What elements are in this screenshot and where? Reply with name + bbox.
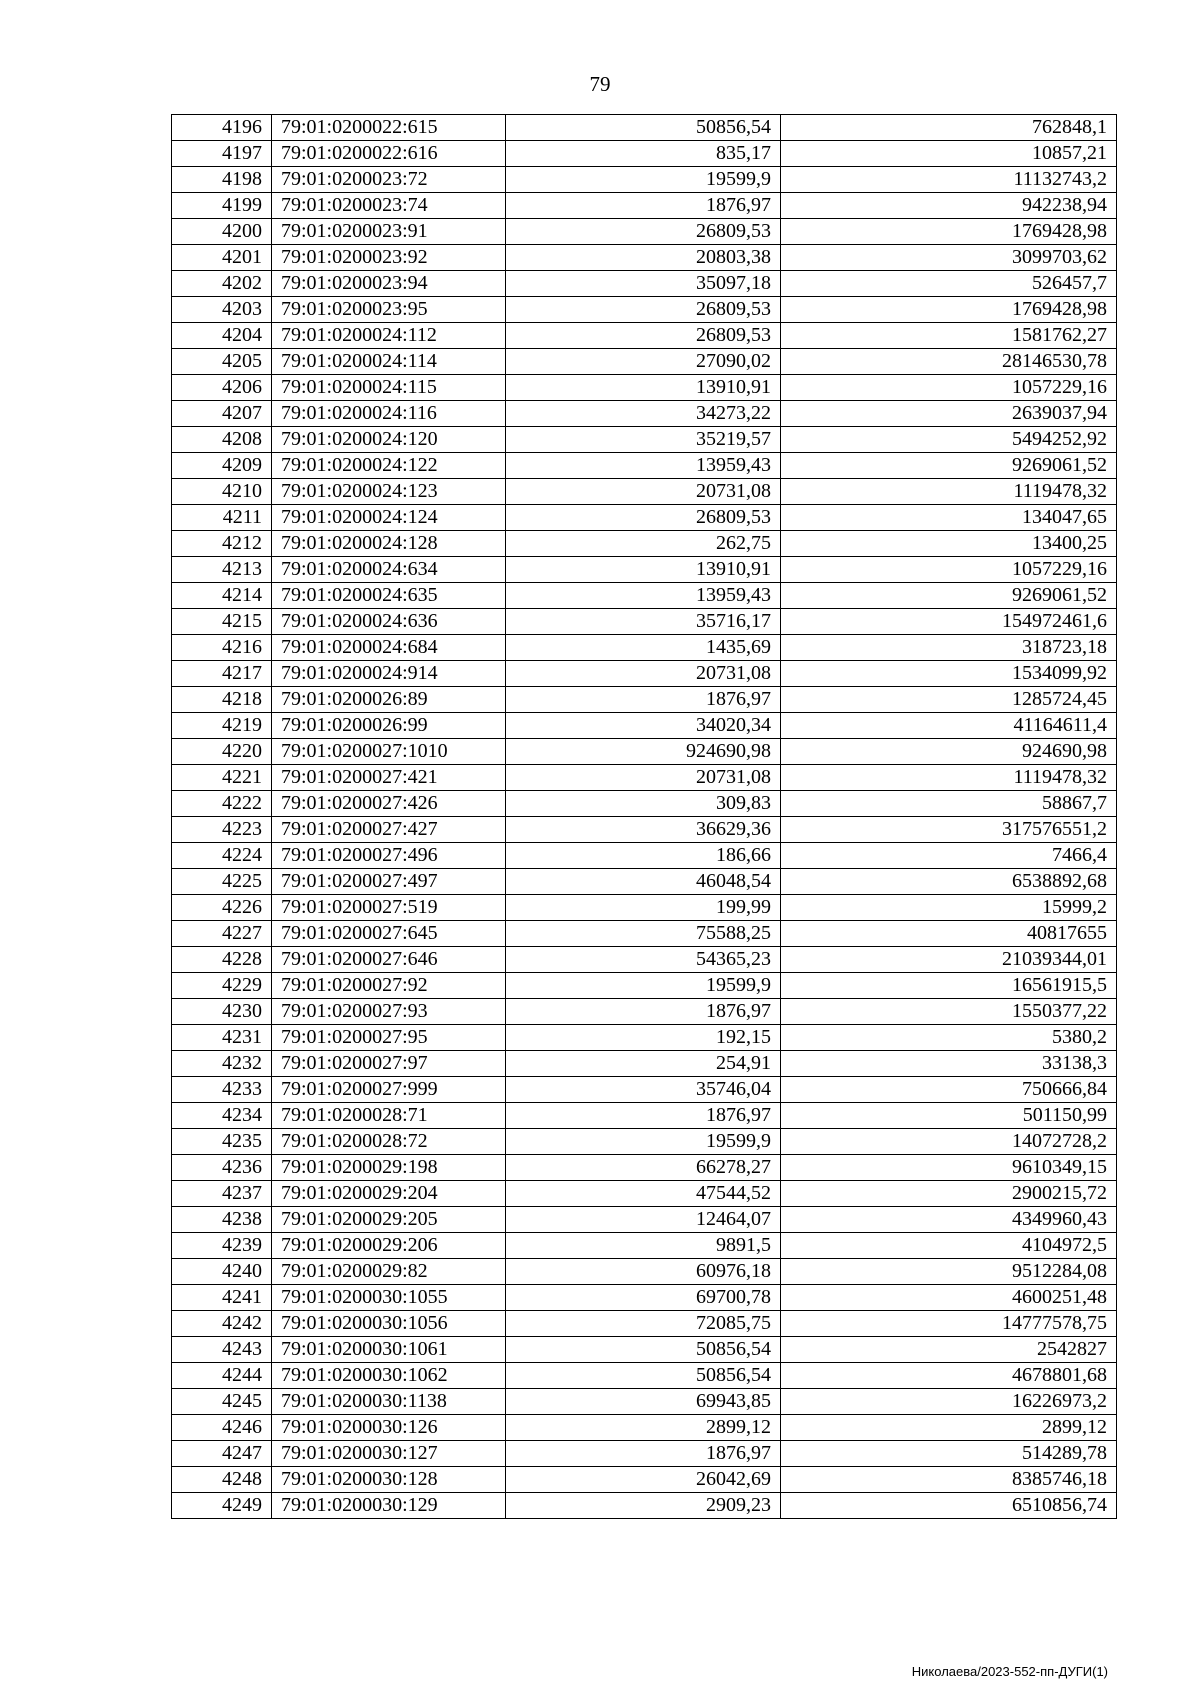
cadastral-cost-cell: 4600251,48 — [781, 1285, 1117, 1311]
cadastral-cost-cell: 1769428,98 — [781, 219, 1117, 245]
table-row — [172, 713, 1117, 739]
cadastral-cost-cell: 2639037,94 — [781, 401, 1117, 427]
row-number-cell: 4249 — [172, 1493, 272, 1519]
row-number-cell: 4200 — [172, 219, 272, 245]
cadastral-cost-cell: 9512284,08 — [781, 1259, 1117, 1285]
cadastral-cost-cell: 4104972,5 — [781, 1233, 1117, 1259]
cadastral-number-cell: 79:01:0200023:74 — [272, 193, 506, 219]
row-number-cell: 4198 — [172, 167, 272, 193]
row-number-cell: 4240 — [172, 1259, 272, 1285]
area-value-cell: 262,75 — [506, 531, 781, 557]
area-value-cell: 36629,36 — [506, 817, 781, 843]
cadastral-cost-cell: 16226973,2 — [781, 1389, 1117, 1415]
table-row — [172, 843, 1117, 869]
row-number-cell: 4236 — [172, 1155, 272, 1181]
cadastral-number-cell: 79:01:0200024:122 — [272, 453, 506, 479]
cadastral-number-cell: 79:01:0200022:615 — [272, 115, 506, 141]
row-number-cell: 4237 — [172, 1181, 272, 1207]
cadastral-cost-cell: 40817655 — [781, 921, 1117, 947]
area-value-cell: 26809,53 — [506, 505, 781, 531]
table-row — [172, 245, 1117, 271]
cadastral-number-cell: 79:01:0200028:71 — [272, 1103, 506, 1129]
cadastral-cost-cell: 9610349,15 — [781, 1155, 1117, 1181]
area-value-cell: 54365,23 — [506, 947, 781, 973]
cadastral-number-cell: 79:01:0200022:616 — [272, 141, 506, 167]
table-row — [172, 167, 1117, 193]
cadastral-cost-cell: 1550377,22 — [781, 999, 1117, 1025]
table-row — [172, 739, 1117, 765]
table-row — [172, 1285, 1117, 1311]
row-number-cell: 4209 — [172, 453, 272, 479]
table-row — [172, 1337, 1117, 1363]
table-row — [172, 531, 1117, 557]
table-row — [172, 505, 1117, 531]
row-number-cell: 4216 — [172, 635, 272, 661]
table-row — [172, 1259, 1117, 1285]
page-number: 79 — [589, 72, 611, 96]
row-number-cell: 4206 — [172, 375, 272, 401]
cadastral-cost-cell: 1285724,45 — [781, 687, 1117, 713]
cadastral-number-cell: 79:01:0200030:1138 — [272, 1389, 506, 1415]
cadastral-cost-cell: 8385746,18 — [781, 1467, 1117, 1493]
cadastral-number-cell: 79:01:0200024:120 — [272, 427, 506, 453]
document-footer-code: Николаева/2023-552-пп-ДУГИ(1) — [911, 1664, 1108, 1679]
table-row — [172, 349, 1117, 375]
table-row — [172, 687, 1117, 713]
cadastral-cost-cell: 1119478,32 — [781, 479, 1117, 505]
area-value-cell: 186,66 — [506, 843, 781, 869]
area-value-cell: 46048,54 — [506, 869, 781, 895]
cadastral-number-cell: 79:01:0200024:123 — [272, 479, 506, 505]
table-row — [172, 1155, 1117, 1181]
cadastral-cost-cell: 924690,98 — [781, 739, 1117, 765]
cadastral-number-cell: 79:01:0200027:999 — [272, 1077, 506, 1103]
row-number-cell: 4202 — [172, 271, 272, 297]
cadastral-number-cell: 79:01:0200024:635 — [272, 583, 506, 609]
table-row — [172, 947, 1117, 973]
cadastral-cost-cell: 1057229,16 — [781, 557, 1117, 583]
cadastral-cost-cell: 514289,78 — [781, 1441, 1117, 1467]
cadastral-number-cell: 79:01:0200027:646 — [272, 947, 506, 973]
cadastral-cost-cell: 10857,21 — [781, 141, 1117, 167]
area-value-cell: 2909,23 — [506, 1493, 781, 1519]
row-number-cell: 4217 — [172, 661, 272, 687]
cadastral-cost-cell: 14072728,2 — [781, 1129, 1117, 1155]
table-row — [172, 375, 1117, 401]
row-number-cell: 4221 — [172, 765, 272, 791]
area-value-cell: 835,17 — [506, 141, 781, 167]
table-row — [172, 1077, 1117, 1103]
table-row — [172, 1181, 1117, 1207]
row-number-cell: 4243 — [172, 1337, 272, 1363]
area-value-cell: 1876,97 — [506, 687, 781, 713]
table-row — [172, 973, 1117, 999]
table-row — [172, 1103, 1117, 1129]
cadastral-cost-cell: 134047,65 — [781, 505, 1117, 531]
area-value-cell: 9891,5 — [506, 1233, 781, 1259]
cadastral-cost-cell: 9269061,52 — [781, 583, 1117, 609]
table-row — [172, 583, 1117, 609]
cadastral-number-cell: 79:01:0200024:128 — [272, 531, 506, 557]
cadastral-number-cell: 79:01:0200030:1062 — [272, 1363, 506, 1389]
table-row — [172, 297, 1117, 323]
table-body — [172, 115, 1117, 1519]
table-row — [172, 1493, 1117, 1519]
cadastral-number-cell: 79:01:0200024:112 — [272, 323, 506, 349]
row-number-cell: 4242 — [172, 1311, 272, 1337]
cadastral-number-cell: 79:01:0200029:206 — [272, 1233, 506, 1259]
row-number-cell: 4204 — [172, 323, 272, 349]
table-row — [172, 479, 1117, 505]
row-number-cell: 4246 — [172, 1415, 272, 1441]
cadastral-number-cell: 79:01:0200027:645 — [272, 921, 506, 947]
row-number-cell: 4226 — [172, 895, 272, 921]
row-number-cell: 4212 — [172, 531, 272, 557]
area-value-cell: 20731,08 — [506, 765, 781, 791]
cadastral-cost-cell: 1581762,27 — [781, 323, 1117, 349]
row-number-cell: 4213 — [172, 557, 272, 583]
cadastral-cost-cell: 2900215,72 — [781, 1181, 1117, 1207]
area-value-cell: 1876,97 — [506, 1103, 781, 1129]
cadastral-cost-cell: 750666,84 — [781, 1077, 1117, 1103]
cadastral-number-cell: 79:01:0200027:93 — [272, 999, 506, 1025]
cadastral-number-cell: 79:01:0200027:421 — [272, 765, 506, 791]
cadastral-number-cell: 79:01:0200029:82 — [272, 1259, 506, 1285]
area-value-cell: 1876,97 — [506, 999, 781, 1025]
area-value-cell: 19599,9 — [506, 167, 781, 193]
table-row — [172, 921, 1117, 947]
area-value-cell: 34273,22 — [506, 401, 781, 427]
area-value-cell: 13910,91 — [506, 557, 781, 583]
cadastral-value-table — [171, 114, 1117, 1519]
area-value-cell: 192,15 — [506, 1025, 781, 1051]
area-value-cell: 924690,98 — [506, 739, 781, 765]
area-value-cell: 72085,75 — [506, 1311, 781, 1337]
row-number-cell: 4208 — [172, 427, 272, 453]
area-value-cell: 254,91 — [506, 1051, 781, 1077]
cadastral-cost-cell: 14777578,75 — [781, 1311, 1117, 1337]
area-value-cell: 309,83 — [506, 791, 781, 817]
table-row — [172, 1051, 1117, 1077]
cadastral-number-cell: 79:01:0200024:115 — [272, 375, 506, 401]
table-row — [172, 1207, 1117, 1233]
table-row — [172, 1467, 1117, 1493]
area-value-cell: 13910,91 — [506, 375, 781, 401]
cadastral-cost-cell: 4349960,43 — [781, 1207, 1117, 1233]
area-value-cell: 50856,54 — [506, 1363, 781, 1389]
row-number-cell: 4230 — [172, 999, 272, 1025]
table-row — [172, 1233, 1117, 1259]
area-value-cell: 13959,43 — [506, 583, 781, 609]
area-value-cell: 34020,34 — [506, 713, 781, 739]
cadastral-number-cell: 79:01:0200027:92 — [272, 973, 506, 999]
area-value-cell: 35219,57 — [506, 427, 781, 453]
row-number-cell: 4239 — [172, 1233, 272, 1259]
row-number-cell: 4227 — [172, 921, 272, 947]
table-row — [172, 1311, 1117, 1337]
area-value-cell: 69943,85 — [506, 1389, 781, 1415]
area-value-cell: 13959,43 — [506, 453, 781, 479]
table-row — [172, 661, 1117, 687]
table-row — [172, 765, 1117, 791]
row-number-cell: 4225 — [172, 869, 272, 895]
row-number-cell: 4215 — [172, 609, 272, 635]
cadastral-number-cell: 79:01:0200024:636 — [272, 609, 506, 635]
cadastral-number-cell: 79:01:0200023:72 — [272, 167, 506, 193]
cadastral-number-cell: 79:01:0200030:1061 — [272, 1337, 506, 1363]
table-row — [172, 323, 1117, 349]
row-number-cell: 4245 — [172, 1389, 272, 1415]
area-value-cell: 1435,69 — [506, 635, 781, 661]
cadastral-number-cell: 79:01:0200030:128 — [272, 1467, 506, 1493]
row-number-cell: 4228 — [172, 947, 272, 973]
cadastral-cost-cell: 33138,3 — [781, 1051, 1117, 1077]
cadastral-cost-cell: 9269061,52 — [781, 453, 1117, 479]
cadastral-cost-cell: 1534099,92 — [781, 661, 1117, 687]
table-row — [172, 141, 1117, 167]
cadastral-cost-cell: 6510856,74 — [781, 1493, 1117, 1519]
cadastral-cost-cell: 6538892,68 — [781, 869, 1117, 895]
row-number-cell: 4218 — [172, 687, 272, 713]
area-value-cell: 26809,53 — [506, 323, 781, 349]
table-row — [172, 999, 1117, 1025]
area-value-cell: 20731,08 — [506, 479, 781, 505]
table-row — [172, 427, 1117, 453]
cadastral-cost-cell: 2542827 — [781, 1337, 1117, 1363]
cadastral-cost-cell: 4678801,68 — [781, 1363, 1117, 1389]
cadastral-number-cell: 79:01:0200023:94 — [272, 271, 506, 297]
cadastral-number-cell: 79:01:0200027:427 — [272, 817, 506, 843]
cadastral-number-cell: 79:01:0200030:1055 — [272, 1285, 506, 1311]
row-number-cell: 4197 — [172, 141, 272, 167]
table-row — [172, 635, 1117, 661]
cadastral-number-cell: 79:01:0200029:204 — [272, 1181, 506, 1207]
area-value-cell: 47544,52 — [506, 1181, 781, 1207]
area-value-cell: 69700,78 — [506, 1285, 781, 1311]
cadastral-number-cell: 79:01:0200023:95 — [272, 297, 506, 323]
table-row — [172, 401, 1117, 427]
row-number-cell: 4203 — [172, 297, 272, 323]
cadastral-cost-cell: 16561915,5 — [781, 973, 1117, 999]
cadastral-number-cell: 79:01:0200027:496 — [272, 843, 506, 869]
row-number-cell: 4223 — [172, 817, 272, 843]
cadastral-cost-cell: 318723,18 — [781, 635, 1117, 661]
cadastral-number-cell: 79:01:0200027:97 — [272, 1051, 506, 1077]
cadastral-number-cell: 79:01:0200030:126 — [272, 1415, 506, 1441]
row-number-cell: 4196 — [172, 115, 272, 141]
area-value-cell: 20731,08 — [506, 661, 781, 687]
area-value-cell: 50856,54 — [506, 115, 781, 141]
cadastral-cost-cell: 5380,2 — [781, 1025, 1117, 1051]
table-row — [172, 817, 1117, 843]
cadastral-number-cell: 79:01:0200029:205 — [272, 1207, 506, 1233]
row-number-cell: 4224 — [172, 843, 272, 869]
cadastral-number-cell: 79:01:0200027:497 — [272, 869, 506, 895]
cadastral-number-cell: 79:01:0200023:92 — [272, 245, 506, 271]
cadastral-cost-cell: 526457,7 — [781, 271, 1117, 297]
cadastral-cost-cell: 58867,7 — [781, 791, 1117, 817]
table-row — [172, 1441, 1117, 1467]
row-number-cell: 4238 — [172, 1207, 272, 1233]
area-value-cell: 2899,12 — [506, 1415, 781, 1441]
area-value-cell: 1876,97 — [506, 193, 781, 219]
area-value-cell: 12464,07 — [506, 1207, 781, 1233]
row-number-cell: 4205 — [172, 349, 272, 375]
cadastral-number-cell: 79:01:0200030:129 — [272, 1493, 506, 1519]
row-number-cell: 4233 — [172, 1077, 272, 1103]
cadastral-number-cell: 79:01:0200027:426 — [272, 791, 506, 817]
table-row — [172, 115, 1117, 141]
area-value-cell: 50856,54 — [506, 1337, 781, 1363]
table-row — [172, 271, 1117, 297]
area-value-cell: 27090,02 — [506, 349, 781, 375]
cadastral-number-cell: 79:01:0200029:198 — [272, 1155, 506, 1181]
area-value-cell: 75588,25 — [506, 921, 781, 947]
table-row — [172, 557, 1117, 583]
cadastral-number-cell: 79:01:0200027:95 — [272, 1025, 506, 1051]
area-value-cell: 199,99 — [506, 895, 781, 921]
cadastral-number-cell: 79:01:0200024:634 — [272, 557, 506, 583]
row-number-cell: 4199 — [172, 193, 272, 219]
row-number-cell: 4235 — [172, 1129, 272, 1155]
row-number-cell: 4234 — [172, 1103, 272, 1129]
cadastral-number-cell: 79:01:0200027:519 — [272, 895, 506, 921]
row-number-cell: 4220 — [172, 739, 272, 765]
cadastral-cost-cell: 942238,94 — [781, 193, 1117, 219]
row-number-cell: 4219 — [172, 713, 272, 739]
table-row — [172, 609, 1117, 635]
cadastral-cost-cell: 1057229,16 — [781, 375, 1117, 401]
area-value-cell: 35097,18 — [506, 271, 781, 297]
row-number-cell: 4247 — [172, 1441, 272, 1467]
cadastral-cost-cell: 5494252,92 — [781, 427, 1117, 453]
cadastral-cost-cell: 11132743,2 — [781, 167, 1117, 193]
cadastral-number-cell: 79:01:0200024:684 — [272, 635, 506, 661]
cadastral-cost-cell: 1119478,32 — [781, 765, 1117, 791]
table-row — [172, 1025, 1117, 1051]
cadastral-number-cell: 79:01:0200024:124 — [272, 505, 506, 531]
row-number-cell: 4201 — [172, 245, 272, 271]
cadastral-cost-cell: 15999,2 — [781, 895, 1117, 921]
cadastral-cost-cell: 3099703,62 — [781, 245, 1117, 271]
row-number-cell: 4214 — [172, 583, 272, 609]
table-row — [172, 791, 1117, 817]
cadastral-cost-cell: 1769428,98 — [781, 297, 1117, 323]
cadastral-cost-cell: 28146530,78 — [781, 349, 1117, 375]
area-value-cell: 19599,9 — [506, 1129, 781, 1155]
area-value-cell: 35746,04 — [506, 1077, 781, 1103]
table-row — [172, 453, 1117, 479]
area-value-cell: 19599,9 — [506, 973, 781, 999]
row-number-cell: 4222 — [172, 791, 272, 817]
table-row — [172, 1363, 1117, 1389]
cadastral-number-cell: 79:01:0200026:99 — [272, 713, 506, 739]
cadastral-number-cell: 79:01:0200024:116 — [272, 401, 506, 427]
table-row — [172, 1389, 1117, 1415]
cadastral-number-cell: 79:01:0200023:91 — [272, 219, 506, 245]
row-number-cell: 4210 — [172, 479, 272, 505]
cadastral-number-cell: 79:01:0200026:89 — [272, 687, 506, 713]
table-row — [172, 869, 1117, 895]
cadastral-number-cell: 79:01:0200028:72 — [272, 1129, 506, 1155]
row-number-cell: 4231 — [172, 1025, 272, 1051]
area-value-cell: 26809,53 — [506, 219, 781, 245]
area-value-cell: 20803,38 — [506, 245, 781, 271]
cadastral-number-cell: 79:01:0200030:127 — [272, 1441, 506, 1467]
area-value-cell: 35716,17 — [506, 609, 781, 635]
row-number-cell: 4241 — [172, 1285, 272, 1311]
cadastral-cost-cell: 501150,99 — [781, 1103, 1117, 1129]
cadastral-number-cell: 79:01:0200027:1010 — [272, 739, 506, 765]
area-value-cell: 26809,53 — [506, 297, 781, 323]
cadastral-cost-cell: 21039344,01 — [781, 947, 1117, 973]
cadastral-cost-cell: 2899,12 — [781, 1415, 1117, 1441]
cadastral-number-cell: 79:01:0200024:114 — [272, 349, 506, 375]
row-number-cell: 4248 — [172, 1467, 272, 1493]
row-number-cell: 4232 — [172, 1051, 272, 1077]
table-row — [172, 1129, 1117, 1155]
cadastral-cost-cell: 13400,25 — [781, 531, 1117, 557]
cadastral-number-cell: 79:01:0200030:1056 — [272, 1311, 506, 1337]
row-number-cell: 4229 — [172, 973, 272, 999]
cadastral-cost-cell: 41164611,4 — [781, 713, 1117, 739]
cadastral-number-cell: 79:01:0200024:914 — [272, 661, 506, 687]
cadastral-cost-cell: 762848,1 — [781, 115, 1117, 141]
row-number-cell: 4207 — [172, 401, 272, 427]
area-value-cell: 60976,18 — [506, 1259, 781, 1285]
area-value-cell: 66278,27 — [506, 1155, 781, 1181]
table-row — [172, 895, 1117, 921]
area-value-cell: 1876,97 — [506, 1441, 781, 1467]
cadastral-cost-cell: 7466,4 — [781, 843, 1117, 869]
cadastral-cost-cell: 317576551,2 — [781, 817, 1117, 843]
table-row — [172, 219, 1117, 245]
row-number-cell: 4211 — [172, 505, 272, 531]
table-row — [172, 193, 1117, 219]
cadastral-cost-cell: 154972461,6 — [781, 609, 1117, 635]
row-number-cell: 4244 — [172, 1363, 272, 1389]
area-value-cell: 26042,69 — [506, 1467, 781, 1493]
table-row — [172, 1415, 1117, 1441]
